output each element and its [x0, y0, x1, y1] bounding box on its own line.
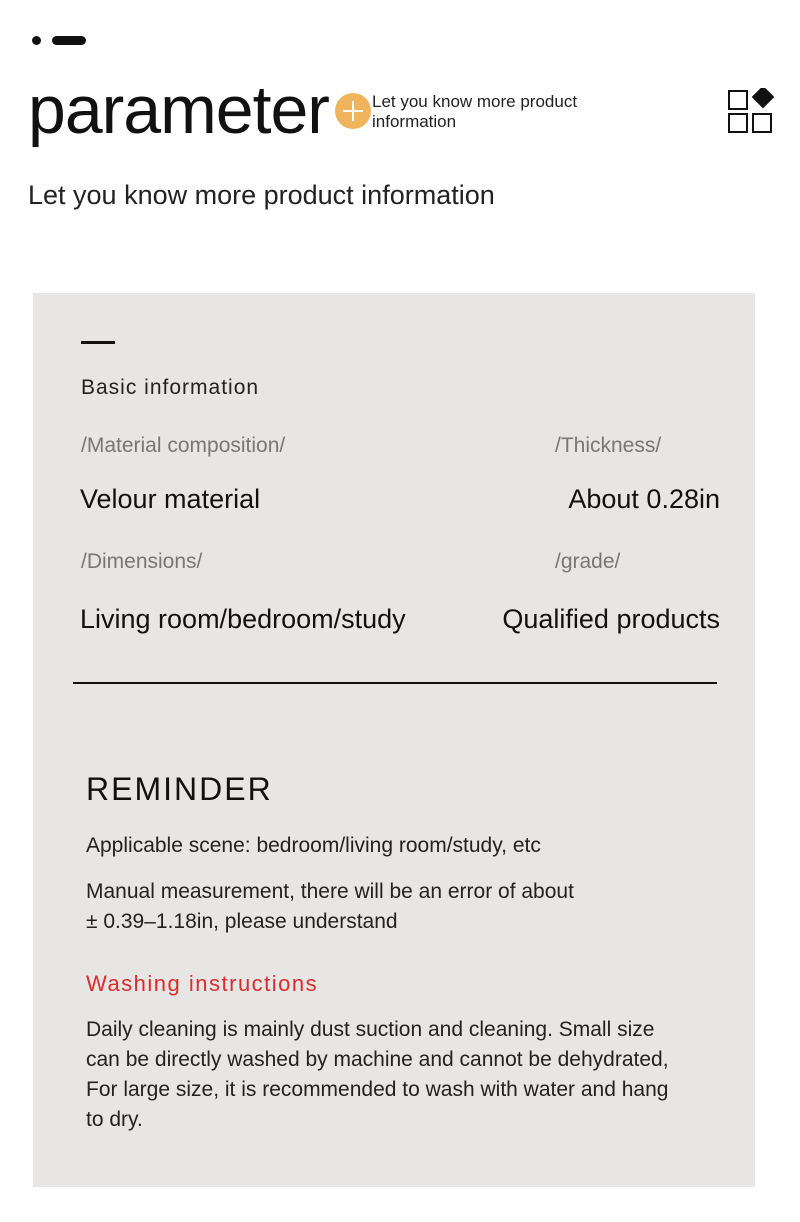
section-divider: [73, 682, 717, 684]
material-value: Velour material: [80, 484, 261, 514]
info-panel: [33, 293, 755, 1187]
material-label: /Material composition/: [81, 434, 286, 457]
thickness-value: About 0.28in: [568, 484, 720, 514]
washing-line3: For large size, it is recommended to wash with water and hang: [86, 1078, 669, 1101]
grid-shapes-icon: [727, 88, 775, 136]
dimensions-label: /Dimensions/: [81, 550, 203, 573]
measurement-note-line2: ± 0.39–1.18in, please understand: [86, 910, 398, 933]
basic-info-heading: Basic information: [81, 376, 260, 399]
plus-circle-icon: [335, 93, 371, 129]
grade-value: Qualified products: [502, 604, 720, 634]
title-note: Let you know more product information: [372, 92, 578, 131]
washing-line1: Daily cleaning is mainly dust suction and cleaning. Small size: [86, 1018, 655, 1041]
reminder-title: REMINDER: [86, 771, 273, 807]
dimensions-value: Living room/bedroom/study: [80, 604, 406, 634]
measurement-note-line1: Manual measurement, there will be an error of about: [86, 880, 574, 903]
grade-label: /grade/: [555, 550, 621, 573]
washing-line2: can be directly washed by machine and cannot be dehydrated,: [86, 1048, 669, 1071]
decorative-dot: [32, 36, 41, 45]
washing-line4: to dry.: [86, 1108, 143, 1131]
thickness-label: /Thickness/: [555, 434, 662, 457]
decorative-bar: [52, 36, 86, 45]
washing-title: Washing instructions: [86, 971, 319, 996]
page-title: parameter: [28, 72, 329, 148]
page-subtitle: Let you know more product information: [28, 180, 495, 210]
applicable-scene: Applicable scene: bedroom/living room/study, etc: [86, 834, 541, 857]
panel-dash: [81, 341, 115, 344]
